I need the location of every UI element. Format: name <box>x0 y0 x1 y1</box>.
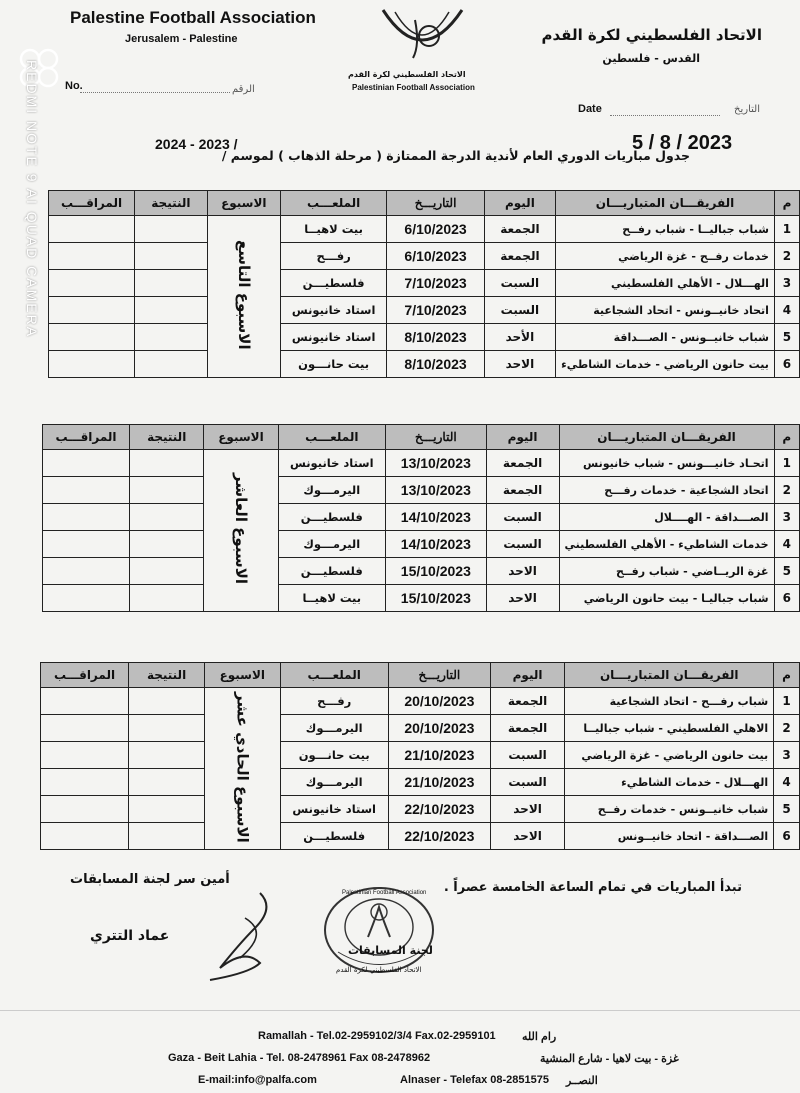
col-result-header: النتيجة <box>129 663 205 688</box>
col-num-header: م <box>774 191 799 216</box>
match-day: الجمعة <box>490 688 564 715</box>
stamp-top-text: Palestinian Football Association <box>342 890 427 896</box>
col-week-header: الاسبوع <box>204 425 278 450</box>
match-observer <box>43 531 130 558</box>
match-teams: خدمات الشاطيء - الأهلي الفلسطيني <box>559 531 774 558</box>
match-number: 1 <box>774 450 799 477</box>
col-teams-header: الفريقـــان المتباريـــان <box>556 191 775 216</box>
secretary-title: أمين سر لجنة المسابقات <box>70 872 230 887</box>
stamp-text: لجنة المسابقات <box>348 944 433 957</box>
match-date: 8/10/2023 <box>387 351 484 378</box>
match-stadium: استاد خانيونس <box>280 796 388 823</box>
match-date: 8/10/2023 <box>387 324 484 351</box>
match-date: 15/10/2023 <box>386 558 487 585</box>
match-stadium: فلسطيـــن <box>278 558 385 585</box>
header-en-title: Palestine Football Association <box>70 8 316 27</box>
table-row <box>43 531 800 558</box>
signature-icon <box>200 888 290 983</box>
week-label-cell <box>205 688 280 850</box>
match-day: السبت <box>490 769 564 796</box>
col-date-header: التاريـــخ <box>387 191 484 216</box>
table-row <box>41 823 800 850</box>
match-stadium: استاد خانيونس <box>278 450 385 477</box>
header-en-subtitle: Jerusalem - Palestine <box>125 33 238 45</box>
match-teams: الصـــداقة - الهــــلال <box>559 504 774 531</box>
match-date: 20/10/2023 <box>388 688 490 715</box>
match-date: 6/10/2023 <box>387 243 484 270</box>
address-alnaser-ar: النصــر <box>566 1075 598 1087</box>
match-stadium: بيت حانـــون <box>280 351 387 378</box>
match-teams: شباب خانيــونس - الصـــداقة <box>556 324 775 351</box>
match-day: السبت <box>490 742 564 769</box>
table-header-row <box>49 191 800 216</box>
col-num-header: م <box>774 663 800 688</box>
match-teams: غزة الريــاضي - شباب رفــح <box>559 558 774 585</box>
match-observer <box>41 742 129 769</box>
match-date: 15/10/2023 <box>386 585 487 612</box>
match-observer <box>41 688 129 715</box>
col-week-header: الاسبوع <box>205 663 280 688</box>
address-ramallah: Ramallah - Tel.02-2959102/3/4 Fax.02-2959101 <box>258 1030 496 1042</box>
match-teams: شباب رفـــح - اتحاد الشجاعية <box>565 688 774 715</box>
table-row <box>49 270 800 297</box>
match-stadium: فلسطيـــن <box>278 504 385 531</box>
table-row <box>43 558 800 585</box>
table-row <box>43 585 800 612</box>
match-date: 21/10/2023 <box>388 742 490 769</box>
match-day: الجمعة <box>486 477 559 504</box>
ref-number-line <box>80 92 230 93</box>
match-date: 22/10/2023 <box>388 796 490 823</box>
match-stadium: رفـــح <box>280 688 388 715</box>
match-result <box>135 216 208 243</box>
match-observer <box>43 450 130 477</box>
match-teams: شباب جباليـا - بيت حانون الرياضي <box>559 585 774 612</box>
match-stadium: اليرمـــوك <box>280 715 388 742</box>
match-result <box>129 715 205 742</box>
match-result <box>135 243 208 270</box>
match-date: 13/10/2023 <box>386 450 487 477</box>
match-number: 1 <box>774 216 799 243</box>
table-row <box>41 769 800 796</box>
email-address: E-mail:info@palfa.com <box>198 1074 317 1086</box>
match-observer <box>49 324 135 351</box>
week-label-cell <box>207 216 280 378</box>
match-teams: اتحاد الشجاعية - خدمات رفـــح <box>559 477 774 504</box>
col-teams-header: الفريقـــان المتباريـــان <box>559 425 774 450</box>
match-observer <box>43 585 130 612</box>
address-gaza: Gaza - Beit Lahia - Tel. 08-2478961 Fax 08-2478962 <box>168 1052 431 1064</box>
match-observer <box>41 796 129 823</box>
match-day: السبت <box>484 297 555 324</box>
match-stadium: رفـــح <box>280 243 387 270</box>
match-number: 2 <box>774 477 799 504</box>
table-row <box>49 216 800 243</box>
col-day-header: اليوم <box>490 663 564 688</box>
document-title: جدول مباريات الدوري العام لأندية الدرجة الممتازة ( مرحلة الذهاب ) لموسم / <box>221 148 690 163</box>
table-row <box>43 477 800 504</box>
col-week-header: الاسبوع <box>207 191 280 216</box>
match-stadium: استاد خانيونس <box>280 324 387 351</box>
match-teams: الصـــداقة - اتحاد خانيــونس <box>565 823 774 850</box>
match-result <box>135 297 208 324</box>
match-day: الاحد <box>490 796 564 823</box>
match-date: 21/10/2023 <box>388 769 490 796</box>
schedule-table-week-10 <box>42 424 800 612</box>
match-result <box>130 504 204 531</box>
match-day: الجمعة <box>484 243 555 270</box>
match-teams: اتحاد خانيــونس - اتحاد الشجاعية <box>556 297 775 324</box>
col-observer-header: المراقـــب <box>43 425 130 450</box>
document-date: 5 / 8 / 2023 <box>632 132 733 154</box>
match-observer <box>49 297 135 324</box>
match-result <box>135 270 208 297</box>
match-teams: الاهلي الفلسطيني - شباب جباليــا <box>565 715 774 742</box>
match-result <box>129 688 205 715</box>
week-label: الاسبوع التاسع <box>234 240 253 350</box>
match-day: الاحد <box>484 351 555 378</box>
match-teams: خدمات رفــح - غزة الرياضي <box>556 243 775 270</box>
match-teams: الهـــلال - خدمات الشاطيء <box>565 769 774 796</box>
match-number: 4 <box>774 531 799 558</box>
match-result <box>135 351 208 378</box>
match-stadium: بيت حانـــون <box>280 742 388 769</box>
match-number: 2 <box>774 715 800 742</box>
association-logo <box>375 0 470 74</box>
match-result <box>129 796 205 823</box>
match-observer <box>41 823 129 850</box>
table-row <box>41 742 800 769</box>
match-number: 6 <box>774 823 800 850</box>
table-row <box>41 715 800 742</box>
match-number: 4 <box>774 297 799 324</box>
match-result <box>130 450 204 477</box>
match-observer <box>43 504 130 531</box>
stamp-bottom-text: الاتحاد الفلسطيني لكرة القدم <box>336 966 422 974</box>
col-stadium-header: الملعـــب <box>280 663 388 688</box>
match-date: 13/10/2023 <box>386 477 487 504</box>
match-date: 22/10/2023 <box>388 823 490 850</box>
signature <box>200 888 290 987</box>
match-date: 7/10/2023 <box>387 297 484 324</box>
match-number: 6 <box>774 585 799 612</box>
match-date: 20/10/2023 <box>388 715 490 742</box>
match-observer <box>41 715 129 742</box>
address-alnaser: Alnaser - Telefax 08-2851575 <box>400 1074 549 1086</box>
match-observer <box>43 558 130 585</box>
col-stadium-header: الملعـــب <box>278 425 385 450</box>
table-row <box>49 243 800 270</box>
col-observer-header: المراقـــب <box>49 191 135 216</box>
match-day: الاحد <box>486 558 559 585</box>
match-teams: شباب خانيــونس - خدمات رفــح <box>565 796 774 823</box>
match-stadium: فلسطيـــن <box>280 270 387 297</box>
kickoff-note: تبدأ المباريات في تمام الساعة الخامسة عصراً . <box>443 880 742 895</box>
match-number: 6 <box>774 351 799 378</box>
schedule-table-week-11 <box>40 662 800 850</box>
match-stadium: بيت لاهيــا <box>278 585 385 612</box>
date-label: Date <box>578 103 602 115</box>
match-observer <box>41 769 129 796</box>
logo-caption-en: Palestinian Football Association <box>352 83 475 92</box>
match-number: 5 <box>774 324 799 351</box>
table-row <box>41 688 800 715</box>
match-result <box>130 531 204 558</box>
committee-stamp <box>318 882 440 982</box>
header-ar-subtitle: القدس - فلسطين <box>602 52 700 65</box>
match-stadium: اليرمـــوك <box>280 769 388 796</box>
match-teams: بيت حانون الرياضي - غزة الرياضي <box>565 742 774 769</box>
match-stadium: اليرمـــوك <box>278 531 385 558</box>
match-day: الاحد <box>486 585 559 612</box>
match-stadium: اليرمـــوك <box>278 477 385 504</box>
match-observer <box>49 216 135 243</box>
schedule-table-week-9 <box>48 190 800 378</box>
match-teams: شباب جباليــا - شباب رفــح <box>556 216 775 243</box>
col-date-header: التاريـــخ <box>386 425 487 450</box>
week-label-cell <box>204 450 278 612</box>
match-teams: بيت حانون الرياضي - خدمات الشاطيء <box>556 351 775 378</box>
table-row <box>49 297 800 324</box>
match-date: 6/10/2023 <box>387 216 484 243</box>
address-gaza-ar: غزة - بيت لاهيا - شارع المنشية <box>540 1053 679 1065</box>
date-label-ar: التاريخ <box>734 104 760 115</box>
match-day: السبت <box>486 504 559 531</box>
match-number: 1 <box>774 688 800 715</box>
match-day: الجمعة <box>484 216 555 243</box>
table-row <box>49 324 800 351</box>
match-observer <box>49 351 135 378</box>
ref-number-label-ar: الرقم <box>232 84 255 95</box>
match-day: الجمعة <box>486 450 559 477</box>
match-day: الاحد <box>490 823 564 850</box>
match-number: 3 <box>774 504 799 531</box>
match-result <box>130 585 204 612</box>
match-number: 2 <box>774 243 799 270</box>
footer-rule <box>0 1010 800 1011</box>
match-date: 14/10/2023 <box>386 531 487 558</box>
match-date: 14/10/2023 <box>386 504 487 531</box>
match-date: 7/10/2023 <box>387 270 484 297</box>
week-label: الاسبوع العاشر <box>231 473 250 585</box>
week-label: الاسبوع الحادي عشر <box>233 691 252 843</box>
match-number: 3 <box>774 742 800 769</box>
match-result <box>130 477 204 504</box>
match-result <box>129 823 205 850</box>
match-day: السبت <box>486 531 559 558</box>
match-stadium: استاد خانيونس <box>280 297 387 324</box>
season-label: 2024 - 2023 / <box>155 136 238 152</box>
table-row <box>41 796 800 823</box>
match-observer <box>43 477 130 504</box>
match-number: 5 <box>774 796 800 823</box>
col-stadium-header: الملعـــب <box>280 191 387 216</box>
match-result <box>129 742 205 769</box>
match-day: السبت <box>484 270 555 297</box>
date-line <box>610 115 720 116</box>
match-teams: الهـــلال - الأهلي الفلسطيني <box>556 270 775 297</box>
match-day: الأحد <box>484 324 555 351</box>
match-result <box>129 769 205 796</box>
table-header-row <box>41 663 800 688</box>
match-observer <box>49 270 135 297</box>
signer-name: عماد التتري <box>90 928 170 944</box>
col-date-header: التاريـــخ <box>388 663 490 688</box>
match-number: 3 <box>774 270 799 297</box>
match-result <box>130 558 204 585</box>
col-num-header: م <box>774 425 799 450</box>
match-result <box>135 324 208 351</box>
match-stadium: فلسطيـــن <box>280 823 388 850</box>
table-row <box>43 504 800 531</box>
table-row <box>49 351 800 378</box>
col-day-header: اليوم <box>486 425 559 450</box>
watermark-text: REDMI NOTE 9 AI QUAD CAMERA <box>24 60 40 339</box>
match-number: 4 <box>774 769 800 796</box>
col-teams-header: الفريقـــان المتباريـــان <box>565 663 774 688</box>
match-number: 5 <box>774 558 799 585</box>
address-ramallah-ar: رام الله <box>522 1031 557 1043</box>
match-day: الجمعة <box>490 715 564 742</box>
ref-number-label: No. <box>65 80 83 92</box>
match-teams: اتحـاد خانيـــونس - شباب خانيونس <box>559 450 774 477</box>
match-observer <box>49 243 135 270</box>
col-observer-header: المراقـــب <box>41 663 129 688</box>
col-result-header: النتيجة <box>130 425 204 450</box>
association-logo-icon <box>375 0 470 70</box>
header-ar-title: الاتحاد الفلسطيني لكرة القدم <box>541 26 762 44</box>
col-day-header: اليوم <box>484 191 555 216</box>
logo-caption-ar: الاتحاد الفلسطيني لكرة القدم <box>348 70 466 79</box>
table-header-row <box>43 425 800 450</box>
col-result-header: النتيجة <box>135 191 208 216</box>
table-row <box>43 450 800 477</box>
match-stadium: بيت لاهيــا <box>280 216 387 243</box>
